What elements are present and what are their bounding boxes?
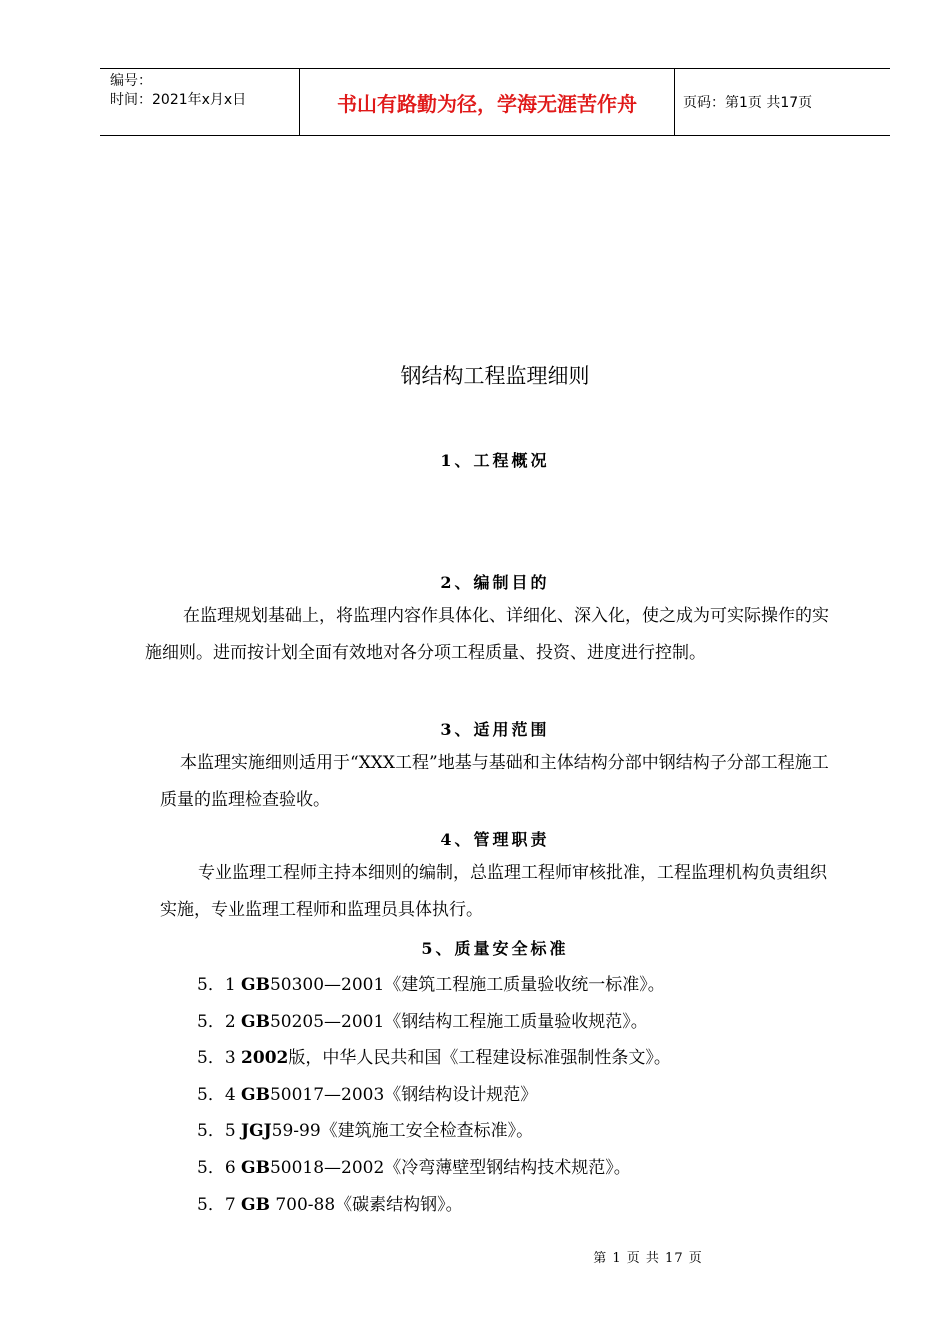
- header-motto: 书山有路勤为径，学海无涯苦作舟: [300, 69, 675, 135]
- header-page-info: 页码：第1页 共17页: [683, 95, 813, 111]
- section-heading-4: 4、管理职责: [440, 830, 550, 849]
- standard-item: 5．5 JGJ59-99《建筑施工安全检查标准》。: [197, 1121, 534, 1141]
- section-heading-5: 5、质量安全标准: [421, 939, 569, 958]
- standard-item: 5．4 GB50017—2003《钢结构设计规范》: [197, 1085, 538, 1105]
- paragraph-purpose: 在监理规划基础上，将监理内容作具体化、详细化、深入化，使之成为可实际操作的实施细则。进而按计划全面有效地对各分项工程质量、投资、进度进行控制。: [145, 606, 829, 663]
- paragraph-scope: 本监理实施细则适用于“XXX工程”地基与基础和主体结构分部中钢结构子分部工程施工质量的监理检查验收。: [160, 753, 829, 810]
- standard-item: 5．2 GB50205—2001《钢结构工程施工质量验收规范》。: [197, 1012, 648, 1032]
- paragraph-duties: 专业监理工程师主持本细则的编制，总监理工程师审核批准，工程监理机构负责组织实施，专业监理工程师和监理员具体执行。: [160, 863, 827, 920]
- page-header: [100, 68, 890, 136]
- section-heading-2: 2、编制目的: [440, 573, 550, 592]
- number-label: 编号：: [110, 73, 152, 89]
- time-label: 时间：2021年x月x日: [110, 92, 247, 108]
- section-heading-1: 1、工程概况: [440, 451, 550, 470]
- section-heading-3: 3、适用范围: [440, 720, 550, 739]
- standard-item: 5．1 GB50300—2001《建筑工程施工质量验收统一标准》。: [197, 975, 665, 995]
- standard-item: 5．6 GB50018—2002《冷弯薄壁型钢结构技术规范》。: [197, 1158, 631, 1178]
- header-meta: [100, 69, 300, 135]
- page-footer: 第 1 页 共 17 页: [593, 1251, 703, 1266]
- document-title: 钢结构工程监理细则: [400, 364, 590, 388]
- standard-item: 5．7 GB 700-88《碳素结构钢》。: [197, 1195, 463, 1215]
- standard-item: 5．3 2002版，中华人民共和国《工程建设标准强制性条文》。: [197, 1048, 671, 1068]
